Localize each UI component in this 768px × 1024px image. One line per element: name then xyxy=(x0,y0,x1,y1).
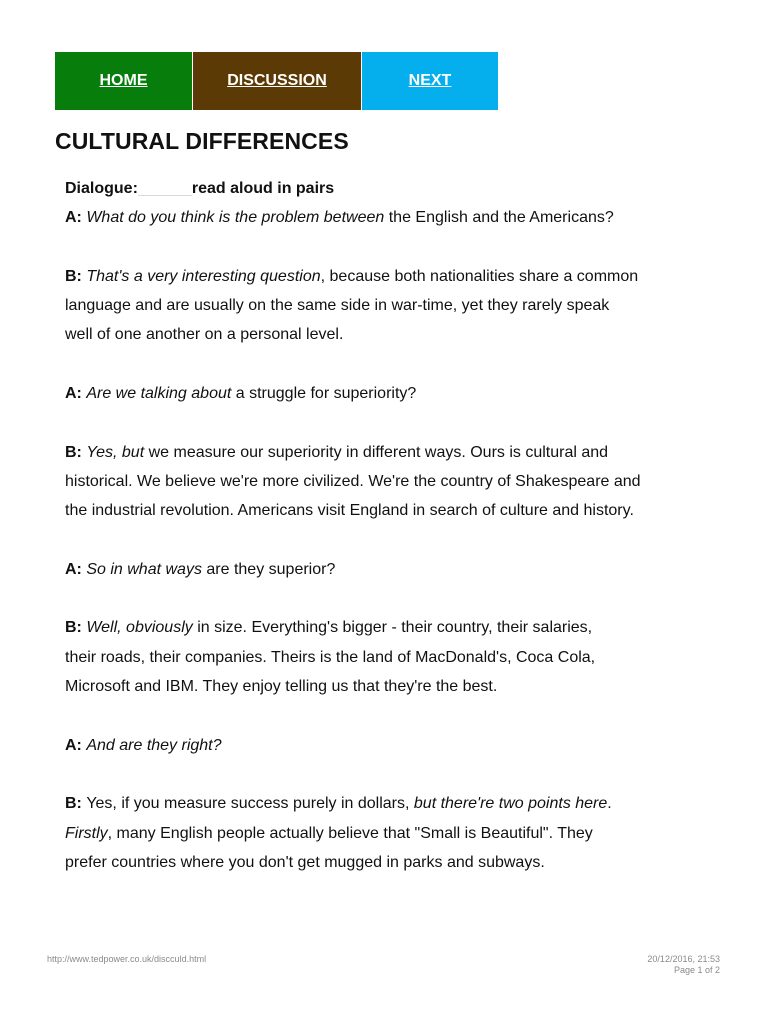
line-text: are they superior? xyxy=(201,560,336,578)
footer-url: http://www.tedpower.co.uk/discculd.html xyxy=(47,954,207,964)
speaker-label: A: xyxy=(65,736,87,754)
speaker-label: A: xyxy=(65,209,87,227)
emphasis-text: Yes, but xyxy=(86,443,145,461)
emphasis-text: Are we talking about xyxy=(86,385,232,403)
dialogue-line-b4-cont xyxy=(65,819,715,848)
line-text: Microsoft and IBM. They enjoy telling us that they're the best. xyxy=(65,678,498,696)
dialogue-line-b2 xyxy=(65,438,715,467)
dialogue-line-b4-cont xyxy=(65,848,715,877)
emphasis-text: Firstly xyxy=(65,824,108,842)
dialogue-instruction: read aloud in pairs xyxy=(191,180,335,197)
dialogue-line-b2-cont xyxy=(65,496,715,525)
emphasis-text: What do you think is the problem between xyxy=(86,209,385,227)
line-text: historical. We believe we're more civilized. We're the country of Shakespeare and xyxy=(65,472,641,490)
dialogue-line-b1 xyxy=(65,262,715,291)
line-text: , many English people actually believe that "Small is Beautiful". They xyxy=(107,824,593,842)
emphasis-text: but there're two points here xyxy=(413,795,608,813)
speaker-label: B: xyxy=(65,795,87,813)
line-text: , because both nationalities share a common xyxy=(320,267,639,285)
home-button[interactable]: HOME xyxy=(55,52,192,110)
top-nav xyxy=(55,52,498,110)
speaker-label: B: xyxy=(65,443,87,461)
dialogue-header xyxy=(65,174,715,203)
line-text: . xyxy=(607,795,612,813)
speaker-label: A: xyxy=(65,560,87,578)
dialogue-line-b1-cont xyxy=(65,320,715,349)
dialogue-line-a3 xyxy=(65,555,715,584)
line-text: well of one another on a personal level. xyxy=(65,326,344,344)
line-text: language and are usually on the same side in war-time, yet they rarely speak xyxy=(65,297,610,315)
dialogue-label: Dialogue: xyxy=(65,180,138,197)
dialogue-line-b3 xyxy=(65,613,715,642)
dialogue-content xyxy=(65,174,715,877)
emphasis-text: Well, obviously xyxy=(86,619,193,637)
next-button[interactable]: NEXT xyxy=(361,52,498,110)
line-text: the industrial revolution. Americans visit England in search of culture and history. xyxy=(65,502,634,520)
dialogue-line-b3-cont xyxy=(65,643,715,672)
emphasis-text: That's a very interesting question xyxy=(86,267,321,285)
dialogue-line-a1 xyxy=(65,203,715,232)
discussion-button[interactable]: DISCUSSION xyxy=(192,52,361,110)
speaker-label: A: xyxy=(65,385,87,403)
dialogue-line-b2-cont xyxy=(65,467,715,496)
emphasis-text: So in what ways xyxy=(86,560,202,578)
dialogue-line-b3-cont xyxy=(65,672,715,701)
dialogue-line-a2 xyxy=(65,379,715,408)
footer-datetime: 20/12/2016, 21:53 xyxy=(647,954,720,964)
dialogue-line-b1-cont xyxy=(65,291,715,320)
line-text: prefer countries where you don't get mugged in parks and subways. xyxy=(65,853,545,871)
line-text: the English and the Americans? xyxy=(384,209,614,227)
emphasis-text: And are they right? xyxy=(86,736,222,754)
speaker-label: B: xyxy=(65,619,87,637)
line-text: in size. Everything's bigger - their country, their salaries, xyxy=(192,619,593,637)
page-title: CULTURAL DIFFERENCES xyxy=(55,128,349,154)
speaker-label: B: xyxy=(65,267,87,285)
line-text: a struggle for superiority? xyxy=(231,385,417,403)
line-text: their roads, their companies. Theirs is the land of MacDonald's, Coca Cola, xyxy=(65,648,596,666)
footer-page-number: Page 1 of 2 xyxy=(673,965,720,975)
dialogue-line-b4 xyxy=(65,789,715,818)
line-text: we measure our superiority in different ways. Ours is cultural and xyxy=(144,443,609,461)
footer-meta xyxy=(647,954,720,976)
dialogue-line-a4 xyxy=(65,731,715,760)
answer-blank[interactable] xyxy=(138,177,192,196)
line-text: Yes, if you measure success purely in dollars, xyxy=(86,795,414,813)
